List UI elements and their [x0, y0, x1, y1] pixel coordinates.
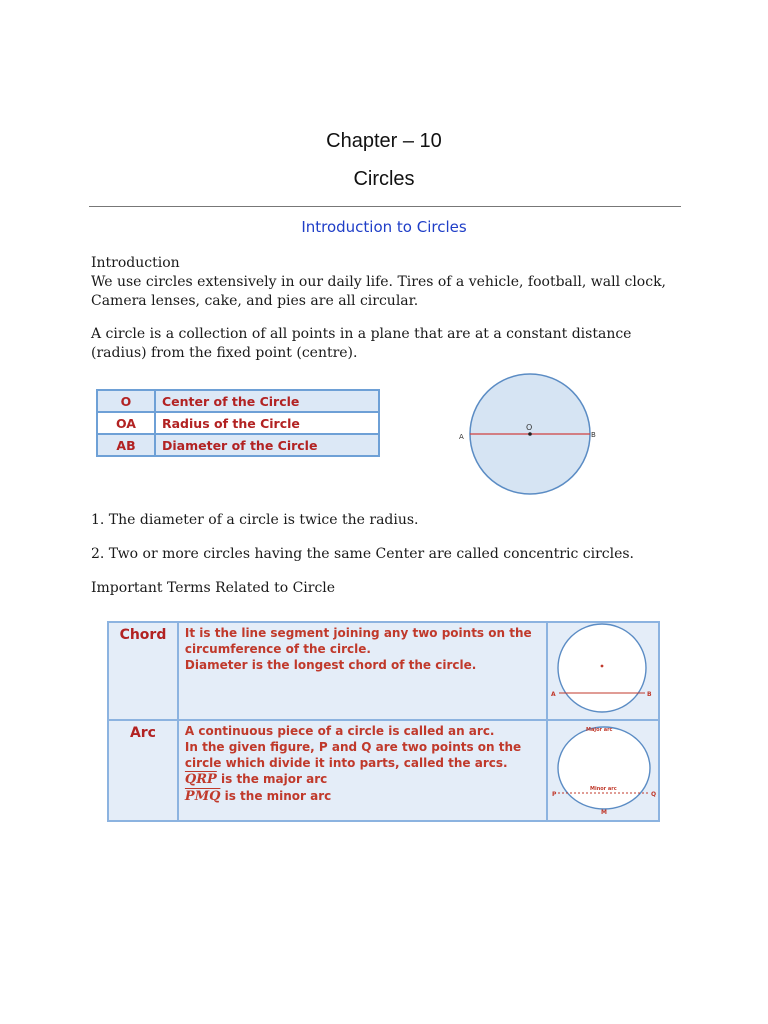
- minor-arc-symbol: $\overline{PMQ}$: [184, 789, 221, 804]
- minor-arc-label: Minor arc: [589, 786, 617, 792]
- label-b: B: [591, 431, 596, 439]
- terms-heading: Important Terms Related to Circle: [91, 580, 336, 596]
- major-arc-text: is the major arc: [216, 772, 328, 786]
- meaning-cell: Center of the Circle: [155, 390, 379, 412]
- chapter-name: Circles: [353, 168, 415, 190]
- table-row: [97, 390, 379, 412]
- chord-note: Diameter is the longest chord of the circle.: [184, 658, 477, 672]
- symbol-cell: OA: [97, 412, 155, 434]
- description-cell: [178, 622, 547, 720]
- divider: [89, 206, 681, 207]
- chord-diagram: [548, 623, 658, 714]
- center-point: [528, 432, 532, 436]
- label-o: O: [526, 423, 533, 432]
- chord-definition: It is the line segment joining any two points on the circumference of the circle.: [184, 626, 532, 656]
- circle-shape: [558, 727, 650, 809]
- meaning-cell: Diameter of the Circle: [155, 434, 379, 456]
- label-p: P: [551, 791, 557, 798]
- arc-explanation: In the given figure, P and Q are two points on the circle which divide it into parts, called the arcs.: [184, 740, 522, 770]
- table-row: [97, 412, 379, 434]
- point-one: 1. The diameter of a circle is twice the radius.: [91, 512, 419, 528]
- point-two: 2. Two or more circles having the same Center are called concentric circles.: [91, 546, 635, 562]
- label-a: A: [550, 691, 556, 698]
- arc-diagram: [548, 721, 658, 815]
- intro-label: Introduction: [91, 255, 180, 271]
- circle-shape: [558, 624, 646, 712]
- chapter-title: Chapter – 10: [326, 130, 442, 152]
- symbol-cell: O: [97, 390, 155, 412]
- figure-cell: [547, 720, 659, 821]
- table-row: [97, 434, 379, 456]
- arc-definition: A continuous piece of a circle is called an arc.: [184, 724, 495, 738]
- definitions-table: [96, 389, 380, 457]
- terms-table: [107, 621, 660, 822]
- circle-definition: A circle is a collection of all points in a plane that are at a constant distance (radius) from the fixed point (centre).: [91, 326, 632, 361]
- figure-cell: [547, 622, 659, 720]
- term-cell: Arc: [108, 720, 178, 821]
- minor-arc-line: [185, 788, 540, 805]
- intro-paragraph: We use circles extensively in our daily life. Tires of a vehicle, football, wall clock, Camera lenses, cake, and pies are all circular.: [91, 274, 667, 309]
- term-cell: Chord: [108, 622, 178, 720]
- description-cell: [178, 720, 547, 821]
- minor-arc-text: is the minor arc: [220, 789, 332, 803]
- label-a: A: [459, 433, 464, 441]
- label-m: M: [600, 809, 607, 815]
- major-arc-line: [185, 771, 540, 788]
- circle-diagram: [452, 372, 602, 498]
- symbol-cell: AB: [97, 434, 155, 456]
- table-row: [108, 622, 659, 720]
- section-heading: Introduction to Circles: [301, 218, 467, 236]
- major-arc-symbol: $\overline{QRP}$: [184, 772, 217, 787]
- table-row: [108, 720, 659, 821]
- meaning-cell: Radius of the Circle: [155, 412, 379, 434]
- label-b: B: [646, 691, 652, 698]
- major-arc-label: Major arc: [585, 727, 613, 733]
- label-q: Q: [650, 791, 657, 798]
- center-point: [601, 665, 604, 668]
